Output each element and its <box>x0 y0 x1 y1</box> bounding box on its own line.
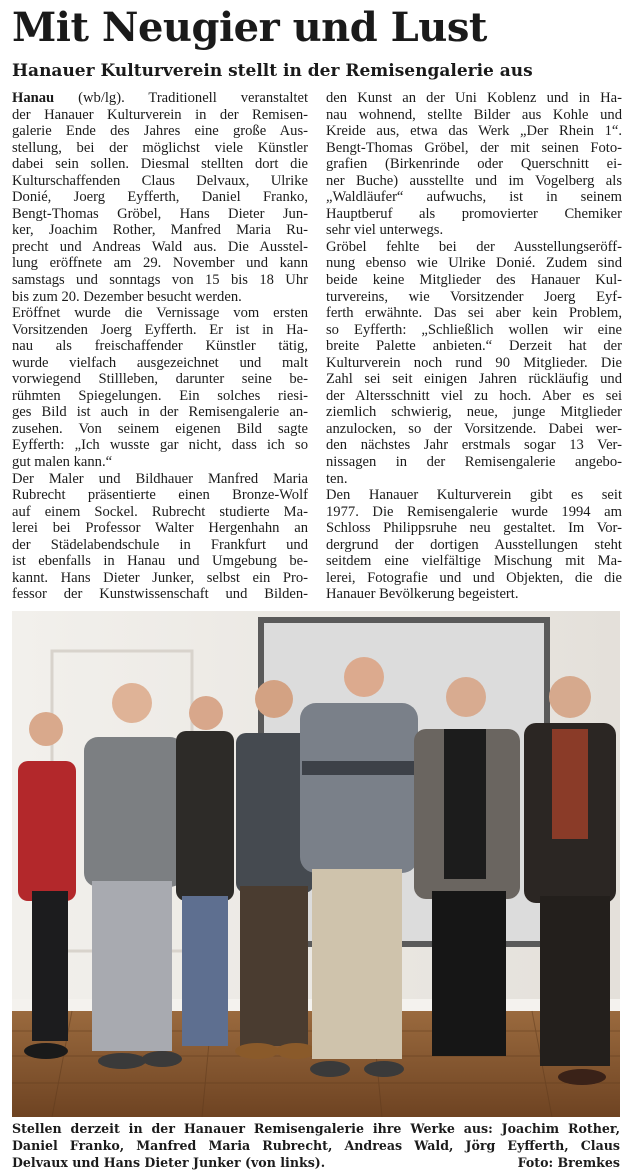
text-line: Eyfferth: „Ich wusste gar nicht, dass ich so <box>12 437 308 454</box>
text-line: beide keine Mitglieder des Hanauer Kul- <box>326 272 622 289</box>
text-line: Hanau (wb/lg). Traditionell veranstaltet <box>12 90 308 106</box>
text-line: ner Buche) ausstellte und im Vogelberg als <box>326 172 622 189</box>
photo-credit: Foto: Bremkes <box>517 1155 620 1170</box>
text-line: Kulturverein noch rund 90 Mitglieder. Die <box>326 354 622 371</box>
text-line: Bengt-Thomas Gröbel, der mit seinen Foto- <box>326 139 622 156</box>
text-line: turvereins, wie Vorsitzender Joerg Eyf- <box>326 288 622 305</box>
text-line: ferth erwähnte. Das sei aber kein Problem, <box>326 305 622 322</box>
text-line: grafien (Birkenrinde oder Querschnitt ei- <box>326 156 622 173</box>
text-line: anzulocken, so der Vorsitzende. Dabei wer- <box>326 420 622 437</box>
text-line: nau wohnend, stellte Bilder aus Kohle und <box>326 106 622 123</box>
text-line: ziemlich schwierig, neue, junge Mitglieder <box>326 404 622 421</box>
text-line: der Städelabendschule in Frankfurt und <box>12 536 308 553</box>
text-line: vorwiegend Stillleben, darunter seine be- <box>12 371 308 388</box>
caption-line: Daniel Franko, Manfred Maria Rubrecht, Andreas Wald, Jörg Eyfferth, Claus <box>12 1138 620 1153</box>
text-line: ges Bild ist auch in der Remisengalerie an- <box>12 404 308 421</box>
text-line: der Altersschnitt viel zu hoch. Aber es sei <box>326 387 622 404</box>
text-line: Den Hanauer Kulturverein gibt es seit <box>326 487 622 504</box>
text-line: Zahl sei seit einigen Jahren rückläufig und <box>326 371 622 388</box>
person-eyfferth <box>300 657 418 1077</box>
text-line: den Kunst an der Uni Koblenz und in Ha- <box>326 90 622 106</box>
text-line: precht und Andreas Wald aus. Die Ausstel- <box>12 238 308 255</box>
text-line: samstags und sonntags von 15 bis 18 Uhr <box>12 272 308 289</box>
text-line: Rubrecht präsentierte einen Bronze-Wolf <box>12 487 308 504</box>
text-line: fessor der Kunstwissenschaft und Bilden- <box>12 586 308 603</box>
person-franko <box>84 683 184 1069</box>
text-line: zusehen. Von seinem eigenen Bild sagte <box>12 420 308 437</box>
text-line: Bengt-Thomas Gröbel, Hans Dieter Jun- <box>12 205 308 222</box>
subheadline: Hanauer Kulturverein stellt in der Remisengalerie aus <box>12 61 533 81</box>
text-line: nau als freischaffender Künstler tätig, <box>12 338 308 355</box>
person-rubrecht <box>176 696 234 1046</box>
photo-caption <box>12 1120 620 1171</box>
article-column-right <box>326 90 622 603</box>
text-line: 1977. Die Remisengalerie wurde 1994 am <box>326 503 622 520</box>
text-line: stellung, bei der möglichst viele Künstler <box>12 139 308 156</box>
text-line: ist ebenfalls in Hanau und Umgebung be- <box>12 553 308 570</box>
text-line: kannt. Hans Dieter Junker, selbst ein Pro- <box>12 569 308 586</box>
article-column-left <box>12 90 308 603</box>
headline: Mit Neugier und Lust <box>12 4 487 51</box>
text-line: lerei, Fotografie und und Objekten, die die <box>326 569 622 586</box>
text-line: dergrund der dortigen Ausstellungen steht <box>326 536 622 553</box>
text-line: auf einem Sockel. Rubrecht studierte Ma- <box>12 503 308 520</box>
text-line: den nächstes Jahr erstmals sogar 13 Ver- <box>326 437 622 454</box>
text-line: gut malen kann.“ <box>12 454 113 471</box>
text-line: der Hanauer Kulturverein in der Remisen- <box>12 106 308 123</box>
text-line: rühmten Spiegelungen. Ein solches riesi- <box>12 387 308 404</box>
text-line: nung ebenso wie Ulrike Donié. Zudem sind <box>326 255 622 272</box>
text-line: seitdem eine vielfältige Mischung mit Ma- <box>326 553 622 570</box>
text-line: nissagen in der Remisengalerie angebo- <box>326 454 622 471</box>
text-line: galerie Ende des Jahres eine große Aus- <box>12 123 308 140</box>
text-line: lerei bei Professor Walter Hergenhahn an <box>12 520 308 537</box>
text-line: Vorsitzenden Joerg Eyfferth. Er ist in Ha- <box>12 321 308 338</box>
caption-line: Stellen derzeit in der Hanauer Remisengalerie ihre Werke aus: Joachim Rother, <box>12 1121 620 1136</box>
text-line: dabei sein sollen. Diesmal stellten dort die <box>12 156 308 173</box>
group-photo <box>12 611 620 1117</box>
text-line: so Eyfferth: „Schließlich wollen wir eine <box>326 321 622 338</box>
text-line: bis zum 20. Dezember besucht werden. <box>12 288 242 305</box>
text-line: wurde vielfach ausgezeichnet und malt <box>12 354 308 371</box>
text-line: ker, Joachim Rother, Manfred Maria Ru- <box>12 222 308 239</box>
text-line: Gröbel fehlte bei der Ausstellungseröff- <box>326 238 622 255</box>
dateline: Hanau <box>12 90 55 106</box>
text-line: Schloss Philippsruhe neu gestaltet. Im Vor- <box>326 520 622 537</box>
text-line: „Waldläufer“ aufwuchs, ist in seinem <box>326 189 622 206</box>
text-line: lung eröffnete am 29. November und kann <box>12 255 308 272</box>
text-line: Der Maler und Bildhauer Manfred Maria <box>12 470 308 487</box>
text-line: Eröffnet wurde die Vernissage vom ersten <box>12 305 308 322</box>
text-line: breite Palette anbieten.“ Derzeit hat der <box>326 338 622 355</box>
text-line: Donié, Joerg Eyfferth, Daniel Franko, <box>12 189 308 206</box>
text-line: Hanauer Bevölkerung begeistert. <box>326 586 519 603</box>
text-line: Hauptberuf als promovierter Chemiker <box>326 205 622 222</box>
text-line: Kreide aus, etwa das Werk „Der Rhein 1“. <box>326 123 622 140</box>
text-line: Kulturschaffenden Claus Delvaux, Ulrike <box>12 172 308 189</box>
text-line: ten. <box>326 470 348 487</box>
caption-line: Delvaux und Hans Dieter Junker (von links). <box>12 1155 326 1170</box>
text-line: sehr viel unterwegs. <box>326 222 444 239</box>
